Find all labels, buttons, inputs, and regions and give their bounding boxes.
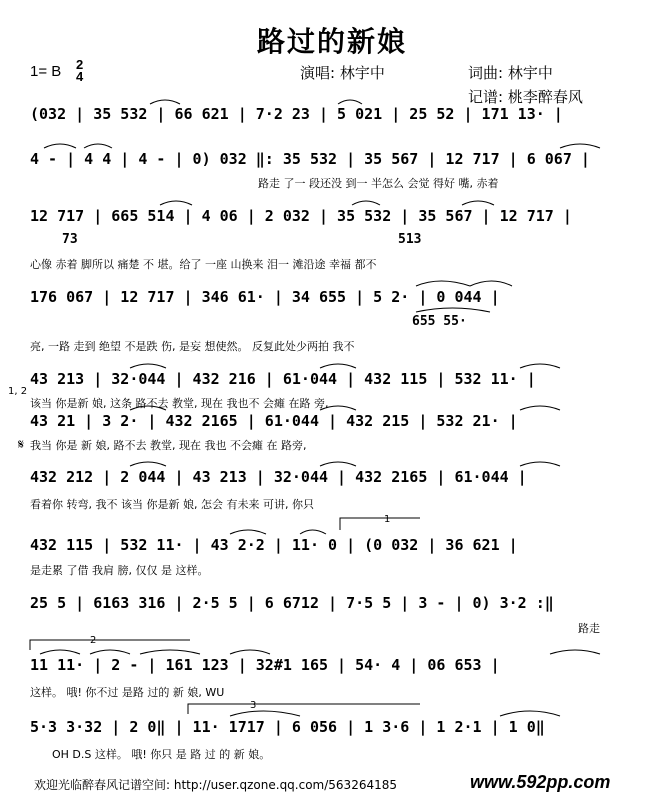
segno-icon: 𝄋	[18, 437, 25, 453]
footer-watermark: www.592pp.com	[470, 772, 611, 792]
lyric-row-4: 亮, 一路 走到 绝望 不是跌 伤, 是妄 想使然。 反复此处少两拍 我不	[30, 340, 355, 353]
singer-credit: 演唱: 林宇中	[300, 64, 385, 82]
repeat-ending-label: 1, 2	[8, 386, 28, 397]
notation-row-9: 25 5 | 6163 316 | 2·5 5 | 6 6712 | 7·5 5 | 3 - | 0) 3·2 :‖	[30, 594, 554, 612]
transcriber-credit: 记谱: 桃李醉春风	[468, 88, 583, 106]
song-title: 路过的新娘	[256, 25, 407, 58]
alt-notes-73: 73	[62, 232, 78, 247]
time-signature-top: 2	[76, 57, 84, 72]
lyric-row-8: 是走累 了借 我肩 膀, 仅仅 是 这样。	[30, 564, 209, 577]
lyricist-credit: 词曲: 林宇中	[468, 64, 553, 82]
notation-row-7: 432 212 | 2 044 | 43 213 | 32·044 | 432 2165 | 61·044 |	[30, 468, 527, 486]
lyric-row-7: 看着你 转弯, 我不 该当 你是新 娘, 怎会 有未来 可讲, 你只	[30, 498, 314, 511]
footer-website-note: 欢迎光临醉春风记谱空间: http://user.qzone.qq.com/563264185	[34, 778, 398, 792]
time-signature-bottom: 4	[76, 69, 84, 84]
lyric-row-10: 这样。 哦! 你不过 是路 过的 新 娘, WU	[30, 686, 225, 699]
key-signature: 1= B	[30, 63, 62, 80]
notation-row-4: 176 067 | 12 717 | 346 61· | 34 655 | 5 2· | 0 044 |	[30, 288, 500, 306]
notation-row-10: 11 11· | 2 - | 161 123 | 32#1 165 | 54· 4 | 06 653 |	[30, 656, 500, 674]
lyric-row-11: OH D.S 这样。 哦! 你只 是 路 过 的 新 娘。	[52, 748, 271, 761]
notation-row-2: 4 - | 4 4 | 4 - | 0) 032 ‖: 35 532 | 35 567 | 12 717 | 6 067 |	[30, 150, 590, 168]
lyric-row-2: 路走 了一 段还没 到一 半怎么 会觉 得好 嘴, 赤着	[258, 177, 499, 190]
notation-row-6: 43 21 | 3 2· | 432 2165 | 61·044 | 432 215 | 532 21· |	[30, 412, 518, 430]
notation-row-1: (032 | 35 532 | 66 621 | 7·2 23 | 5 021 | 25 52 | 171 13· |	[30, 105, 563, 123]
volta-3-label: 3	[250, 700, 257, 711]
volta-1-label: 1	[384, 514, 391, 525]
lyric-row-3: 心像 赤着 脚所以 痛楚 不 堪。给了 一座 山换来 泪一 滩沿途 幸福 都不	[30, 258, 377, 271]
notation-row-3: 12 717 | 665 514 | 4 06 | 2 032 | 35 532 | 35 567 | 12 717 |	[30, 207, 572, 225]
alt-notes-655: 655 55·	[412, 314, 467, 329]
alt-notes-513: 513	[398, 232, 422, 247]
notation-row-5: 43 213 | 32·044 | 432 216 | 61·044 | 432 115 | 532 11· |	[30, 370, 536, 388]
lyric-row-6: 我当 你是 新 娘, 路不去 教堂, 现在 我也 不会瘫 在 路旁,	[30, 439, 307, 452]
notation-row-8: 432 115 | 532 11· | 43 2·2 | 11· 0 | (0 032 | 36 621 |	[30, 536, 518, 554]
lyric-row-9: 路走	[578, 622, 600, 635]
volta-2-label: 2	[90, 635, 97, 646]
lyric-row-5: 该当 你是新 娘, 这条 路不去 教堂, 现在 我也不 会瘫 在路 旁,	[30, 397, 329, 410]
notation-row-11: 5·3 3·32 | 2 0‖ | 11· 1717 | 6 056 | 1 3·6 | 1 2·1 | 1 0‖	[30, 718, 545, 736]
